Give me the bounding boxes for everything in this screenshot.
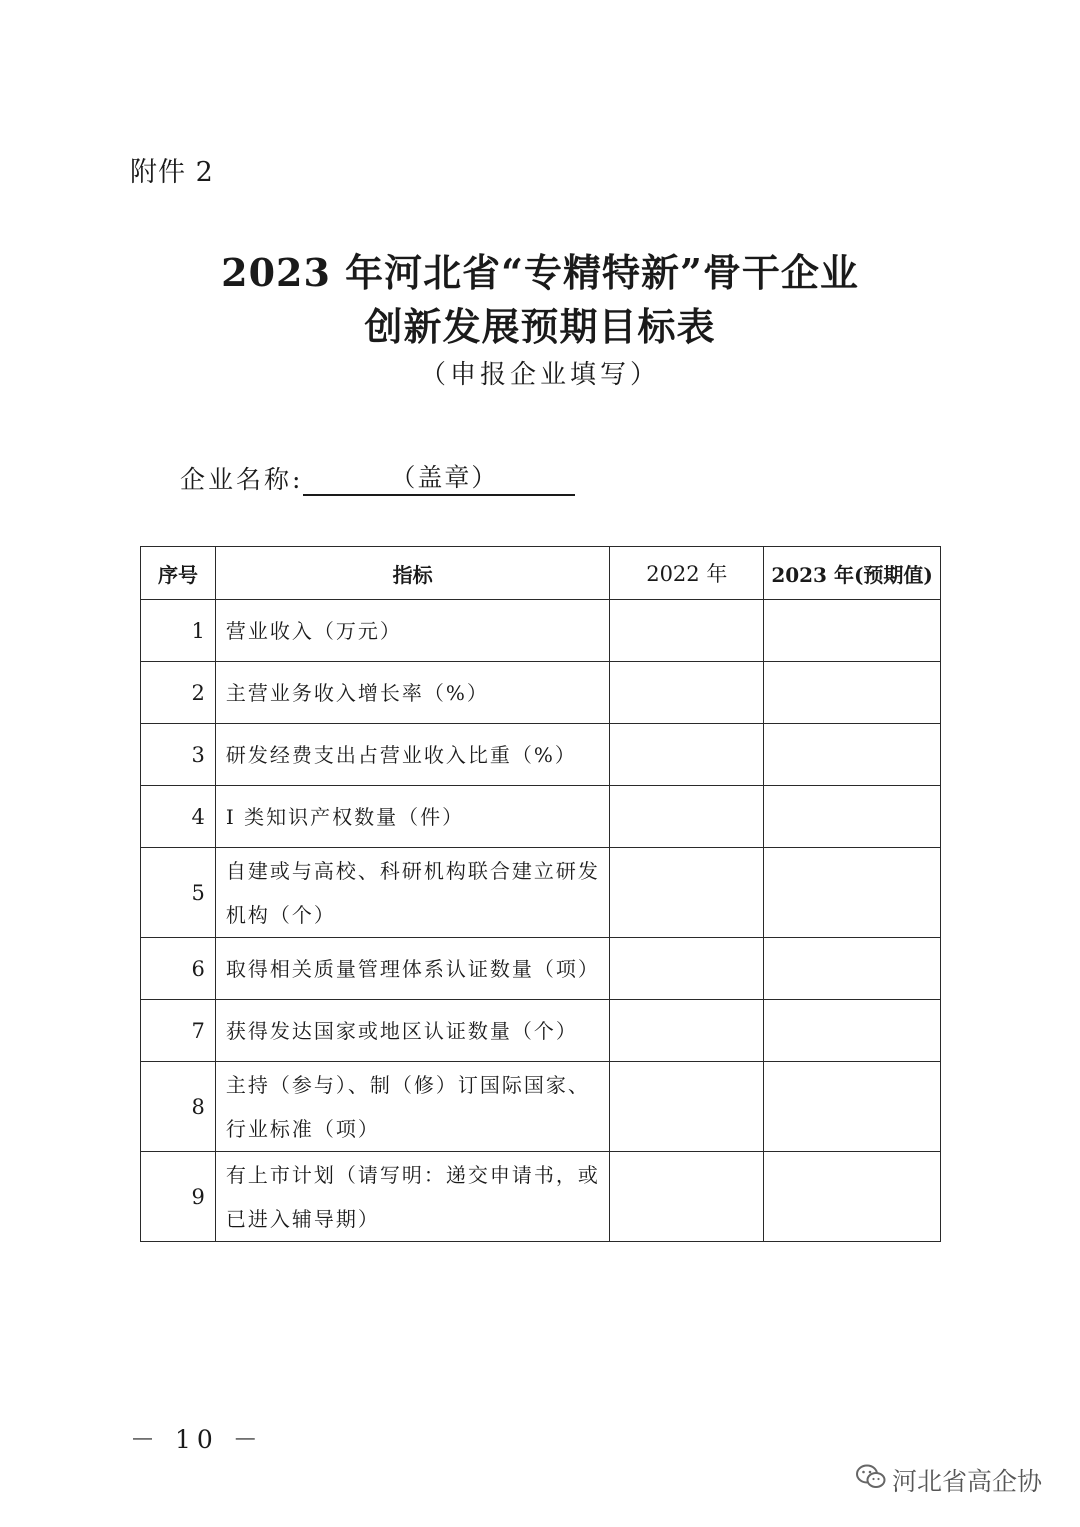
cell-2023 — [764, 1000, 941, 1062]
table-row — [141, 786, 941, 848]
row-indicator: 主营业务收入增长率（%） — [215, 662, 609, 724]
watermark-text: 河北省高企协 — [891, 1467, 1042, 1496]
cell-2023 — [764, 938, 941, 1000]
cell-2023 — [764, 1152, 941, 1242]
row-number: 6 — [141, 938, 216, 1000]
header-2023-expected: 2023 年(预期值) — [764, 547, 941, 600]
cell-2023 — [764, 662, 941, 724]
row-indicator: 主持（参与）、制（修）订国际国家、行业标准（项） — [215, 1062, 609, 1152]
row-indicator: I 类知识产权数量（件） — [215, 786, 609, 848]
row-number: 2 — [141, 662, 216, 724]
header-2022: 2022 年 — [610, 547, 764, 600]
row-number: 7 — [141, 1000, 216, 1062]
page-number: － 10 － — [130, 1425, 264, 1454]
row-indicator: 取得相关质量管理体系认证数量（项） — [215, 938, 609, 1000]
cell-2022 — [610, 1000, 764, 1062]
header-indicator: 指标 — [215, 547, 609, 600]
cell-2023 — [764, 600, 941, 662]
table-row — [141, 938, 941, 1000]
cell-2022 — [610, 786, 764, 848]
watermark — [856, 1462, 1042, 1498]
row-number: 3 — [141, 724, 216, 786]
company-name-field — [180, 458, 575, 496]
wechat-icon — [856, 1464, 886, 1496]
header-no: 序号 — [141, 547, 216, 600]
target-table — [140, 546, 941, 1242]
title-line-2: 创新发展预期目标表 — [364, 304, 716, 349]
company-stamp-blank: （盖章） — [303, 458, 575, 496]
table-row — [141, 662, 941, 724]
cell-2023 — [764, 1062, 941, 1152]
row-number: 8 — [141, 1062, 216, 1152]
cell-2022 — [610, 724, 764, 786]
row-number: 9 — [141, 1152, 216, 1242]
row-number: 5 — [141, 848, 216, 938]
subtitle: （申报企业填写） — [419, 360, 660, 390]
cell-2022 — [610, 938, 764, 1000]
cell-2022 — [610, 662, 764, 724]
table-row — [141, 1000, 941, 1062]
table-row — [141, 1152, 941, 1242]
cell-2022 — [610, 1062, 764, 1152]
cell-2023 — [764, 786, 941, 848]
cell-2023 — [764, 848, 941, 938]
table-row — [141, 848, 941, 938]
cell-2023 — [764, 724, 941, 786]
attachment-label: 附件 2 — [130, 157, 214, 188]
cell-2022 — [610, 600, 764, 662]
row-indicator: 有上市计划（请写明：递交申请书，或已进入辅导期） — [215, 1152, 609, 1242]
table-row — [141, 600, 941, 662]
row-number: 4 — [141, 786, 216, 848]
table-row — [141, 1062, 941, 1152]
row-indicator: 获得发达国家或地区认证数量（个） — [215, 1000, 609, 1062]
row-indicator: 营业收入（万元） — [215, 600, 609, 662]
company-name-label: 企业名称: — [180, 465, 304, 494]
row-number: 1 — [141, 600, 216, 662]
cell-2022 — [610, 1152, 764, 1242]
title-line-1: 2023 年河北省“专精特新”骨干企业 — [221, 250, 859, 295]
table-row — [141, 724, 941, 786]
row-indicator: 研发经费支出占营业收入比重（%） — [215, 724, 609, 786]
row-indicator: 自建或与高校、科研机构联合建立研发机构（个） — [215, 848, 609, 938]
cell-2022 — [610, 848, 764, 938]
